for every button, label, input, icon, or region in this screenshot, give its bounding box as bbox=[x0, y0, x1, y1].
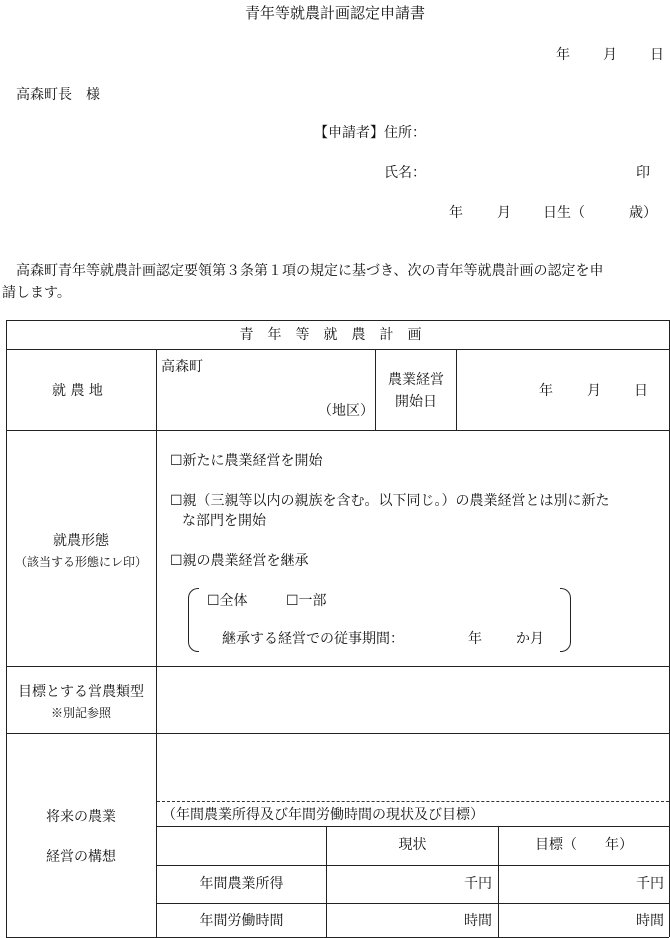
income-target-unit: 千円 bbox=[636, 876, 664, 892]
inherit-month: か月 bbox=[516, 631, 544, 647]
document-title: 青年等就農計画認定申請書 bbox=[244, 4, 425, 22]
farmland-label: 就 農 地 bbox=[52, 383, 103, 399]
date-year: 年 bbox=[556, 47, 570, 63]
form-label: 就農形態 bbox=[53, 533, 109, 549]
income-current-unit: 千円 bbox=[464, 876, 492, 892]
income-caption: （年間農業所得及び年間労働時間の現状及び目標） bbox=[162, 807, 484, 823]
birth-day: 日生（ bbox=[543, 205, 585, 221]
inherit-all-checkbox[interactable]: ☐全体 bbox=[207, 593, 248, 609]
inherit-year: 年 bbox=[468, 631, 482, 647]
seal-mark: 印 bbox=[636, 165, 650, 181]
hours-current-unit: 時間 bbox=[464, 913, 492, 929]
intro-line-2: 請します。 bbox=[2, 285, 71, 301]
future-plan-label-1: 将来の農業 bbox=[46, 809, 116, 825]
date-month: 月 bbox=[603, 47, 617, 63]
row-income-label: 年間農業所得 bbox=[199, 876, 284, 892]
form-option-new-division-cont: な部門を開始 bbox=[182, 513, 266, 529]
start-month: 月 bbox=[587, 383, 601, 399]
row-hours-label: 年間労働時間 bbox=[199, 913, 284, 929]
form-option-inherit[interactable]: ☐親の農業経営を継承 bbox=[170, 553, 309, 569]
age: 歳） bbox=[629, 205, 657, 221]
birth-year: 年 bbox=[449, 205, 463, 221]
farmland-district: （地区） bbox=[318, 403, 374, 419]
hours-target-unit: 時間 bbox=[636, 913, 664, 929]
date-day: 日 bbox=[650, 47, 664, 63]
col-current: 現状 bbox=[398, 837, 427, 853]
start-day: 日 bbox=[634, 383, 648, 399]
start-date-label-2: 開始日 bbox=[395, 394, 437, 410]
col-target: 目標（ 年） bbox=[535, 837, 633, 853]
bracket-right bbox=[560, 588, 571, 652]
birth-month: 月 bbox=[497, 205, 511, 221]
farmland-town: 高森町 bbox=[161, 359, 203, 375]
table-heading: 青年等就農計画 bbox=[239, 327, 436, 343]
intro-line-1: 高森町青年等就農計画認定要領第３条第１項の規定に基づき、次の青年等就農計画の認定を申 bbox=[16, 263, 604, 279]
form-note: （該当する形態にレ印） bbox=[14, 555, 147, 569]
start-date-label-1: 農業経営 bbox=[388, 372, 444, 388]
target-type-label: 目標とする営農類型 bbox=[18, 684, 144, 700]
bracket-left bbox=[188, 588, 199, 652]
form-option-new[interactable]: ☐新たに農業経営を開始 bbox=[170, 453, 323, 469]
inherit-period-label: 継承する経営での従事期間： bbox=[222, 631, 404, 647]
target-type-note: ※別記参照 bbox=[50, 706, 111, 720]
form-option-new-division[interactable]: ☐親（三親等以内の親族を含む。以下同じ。）の農業経営とは別に新た bbox=[170, 493, 610, 509]
inherit-part-checkbox[interactable]: ☐一部 bbox=[286, 593, 327, 609]
applicant-name-label: 氏名： bbox=[384, 165, 426, 181]
start-year: 年 bbox=[539, 383, 553, 399]
future-plan-label-2: 経営の構想 bbox=[46, 849, 116, 865]
addressee: 高森町長 様 bbox=[16, 87, 100, 103]
applicant-address-label: 【申請者】住所： bbox=[314, 125, 426, 141]
